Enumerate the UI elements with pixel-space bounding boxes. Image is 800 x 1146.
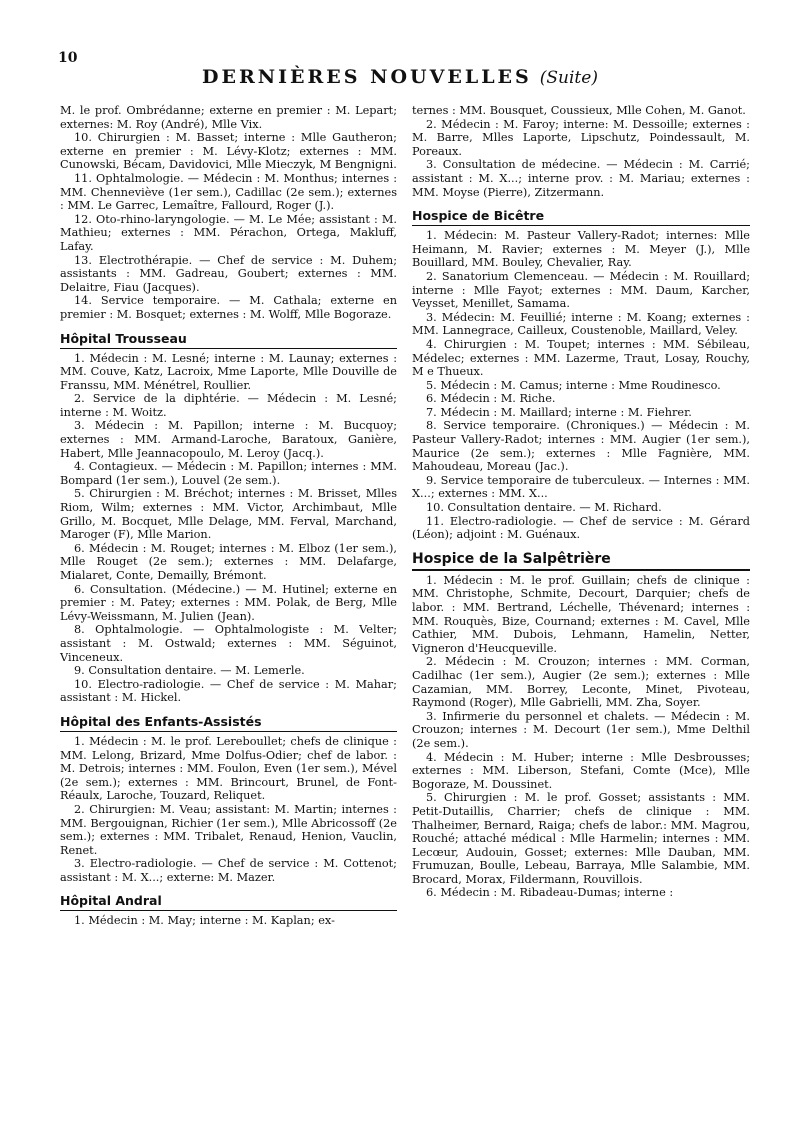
list-item: 11. Electro-radiologie. — Chef de service : M. Gérard (Léon); adjoint : M. Guénaux. <box>412 514 750 542</box>
list-item: 10. Consultation dentaire. — M. Richard. <box>426 501 662 515</box>
paragraph: 14. Service temporaire. — M. Cathala; externe en premier : M. Bosquet; externes : M. Wolff, Mlle Bogoraze. <box>60 294 397 321</box>
running-title <box>0 66 800 88</box>
list-item: 4. Chirurgien : M. Toupet; internes : MM. Sébileau, Médelec; externes : MM. Lazerme, Traut, Losay, Rouchy, M e Thueux. <box>412 337 750 379</box>
list-item: 6. Médecin : M. Rouget; internes : M. Elboz (1er sem.), Mlle Rouget (2e sem.); externes : MM. Delafarge, Mialaret, Conte, Demailly, Brémont. <box>60 541 397 582</box>
list-item: 6. Médecin : M. Ribadeau-Dumas; interne : <box>426 886 674 900</box>
list-item: 8. Service temporaire. (Chroniques.) — Médecin : M. Pasteur Vallery-Radot; internes : MM. Augier (1er sem.), Maurice (2e sem.); externes : Mlle Fagnière, MM. Mahoudeau, Moreau (Jac.). <box>412 419 750 474</box>
list-item: 2. Médecin : M. Crouzon; internes : MM. Corman, Cadilhac (1er sem.), Augier (2e sem.); externes : Mlle Cazamian, MM. Borrey, Leconte, Minet, Pivoteau, Raymond (Roger), Mlle Gabrielli, MM. Zha, Soyer. <box>412 655 750 710</box>
section-trousseau <box>60 331 397 705</box>
paragraph: 3. Consultation de médecine. — Médecin : M. Carrié; assistant : M. X...; interne prov. : M. Mariau; externes : MM. Moyse (Pierre), Zitzermann. <box>412 158 750 199</box>
list-item: 8. Ophtalmologie. — Ophtalmologiste : M. Velter; assistant : M. Ostwald; externes : MM. Séguinot, Vinceneux. <box>60 623 397 664</box>
page-number: 10 <box>58 50 78 66</box>
list-item: 1. Médecin : M. Lesné; interne : M. Launay; externes : MM. Couve, Katz, Lacroix, Mme Laporte, Mlle Douville de Franssu, MM. Ménétrel, Roullier. <box>60 351 397 392</box>
list-item: 6. Médecin : M. Riche. <box>426 392 556 406</box>
list-item: 6. Consultation. (Médecine.) — M. Hutinel; externe en premier : M. Patey; externes : MM. Polak, de Berg, Mlle Lévy-Weissmann, M. Julien (Jean). <box>60 582 397 623</box>
right-column <box>412 104 750 900</box>
section-enfants-assistes <box>60 714 397 885</box>
list-item: 1. Médecin: M. Pasteur Vallery-Radot; internes: Mlle Heimann, M. Ravier; externes : M. Meyer (J.), Mlle Bouillard, MM. Bouley, Chevalier, Ray. <box>412 229 750 270</box>
paragraph: 13. Electrothérapie. — Chef de service : M. Duhem; assistants : MM. Gadreau, Goubert; externes : MM. Delaitre, Fiau (Jacques). <box>60 253 397 294</box>
section-heading: Hospice de la Salpêtrière <box>412 551 750 571</box>
list-item: 4. Contagieux. — Médecin : M. Papillon; internes : MM. Bompard (1er sem.), Louvel (2e sem.). <box>60 460 397 487</box>
list-item: 10. Electro-radiologie. — Chef de service : M. Mahar; assistant : M. Hickel. <box>60 677 397 705</box>
section-salpetriere <box>412 551 750 900</box>
list-item: 4. Médecin : M. Huber; interne : Mlle Desbrousses; externes : MM. Liberson, Stefani, Comte (Mce), Mlle Bogoraze, M. Doussinet. <box>412 750 750 791</box>
list-item: 3. Infirmerie du personnel et chalets. — Médecin : M. Crouzon; internes : M. Decourt (1er sem.), Mme Delthil (2e sem.). <box>412 709 750 750</box>
list-item: 1. Médecin : M. le prof. Lereboullet; chefs de clinique : MM. Lelong, Brizard, Mme Dolfus-Odier; chef de labor. : M. Detrois; internes : MM. Foulon, Even (1er sem.), Mével (2e sem.); externes : MM. Brincourt, Brunel, de Font-Réaulx, Laroche, Touzard, Reliquet. <box>60 734 397 803</box>
paragraph: 11. Ophtalmologie. — Médecin : M. Monthus; internes : MM. Chenneviève (1er sem.), Cadillac (2e sem.); externes : MM. Le Garrec, Lemaître, Fallourd, Roger (J.). <box>60 171 397 213</box>
list-item: 2. Sanatorium Clemenceau. — Médecin : M. Rouillard; interne : Mlle Fayot; externes : MM. Daum, Karcher, Veysset, Menillet, Samama. <box>412 269 750 311</box>
list-item: 5. Chirurgien : M. Bréchot; internes : M. Brisset, Mlles Riom, Wilm; externes : MM. Victor, Archimbaut, Mlle Grillo, M. Bocquet, Mlle Delage, MM. Ferval, Marchand, Maroger (F), Mlle Marion. <box>60 487 397 542</box>
list-item: 5. Médecin : M. Camus; interne : Mme Roudinesco. <box>426 378 721 392</box>
paragraph: M. le prof. Ombrédanne; externe en premier : M. Lepart; externes: M. Roy (André), Mlle Vix. <box>60 104 397 131</box>
paragraph: 10. Chirurgien : M. Basset; interne : Mlle Gautheron; externe en premier : M. Lévy-Klotz; externes : MM. Cunowski, Bécam, Davidovici, Mlle Mieczyk, M Bengnigni. <box>60 131 397 172</box>
list-item: 1. Médecin : M. le prof. Guillain; chefs de clinique : MM. Christophe, Schmite, Decourt, Darquier; chefs de labor. : MM. Bertrand, Léchelle, Thévenard; internes : MM. Rouquès, Bize, Cournand; externes : M. Cavel, Mlle Cathier, MM. Dubois, Lehmann, Hamelin, Netter, Vigneron d'Heucqueville. <box>412 573 750 655</box>
paragraph: ternes : MM. Bousquet, Coussieux, Mlle Cohen, M. Ganot. <box>412 104 746 117</box>
paragraph: 2. Médecin : M. Faroy; interne: M. Dessoille; externes : M. Barre, Mlles Laporte, Lipschutz, Poindessault, M. Poreaux. <box>412 117 750 158</box>
list-item: 2. Chirurgien: M. Veau; assistant: M. Martin; internes : MM. Bergouignan, Richier (1er sem.), Mlle Abricossoff (2e sem.); externes : MM. Tribalet, Renaud, Henion, Vauclin, Renet. <box>60 802 397 857</box>
section-heading: Hospice de Bicêtre <box>412 208 750 226</box>
section-andral <box>60 893 397 928</box>
paragraph: 12. Oto-rhino-laryngologie. — M. Le Mée; assistant : M. Mathieu; externes : MM. Pérachon, Ortega, Makluff, Lafay. <box>60 212 397 253</box>
list-item: 3. Médecin : M. Papillon; interne : M. Bucquoy; externes : MM. Armand-Laroche, Baratoux, Ganière, Habert, Mlle Jeannacopoulo, M. Leroy (Jacq.). <box>60 419 397 460</box>
section-heading: Hôpital Andral <box>60 893 397 911</box>
list-item: 5. Chirurgien : M. le prof. Gosset; assistants : MM. Petit-Dutaillis, Charrier; chefs de clinique : MM. Thalheimer, Bernard, Raiga; chefs de labor.: MM. Magrou, Rouché; attaché médical : Mlle Harmelin; internes : MM. Lecœur, Audouin, Gosset; externes: Mlle Dauban, MM. Frumuzan, Boulle, Lebeau, Barraya, Mlle Salambie, MM. Brocard, Morax, Fildermann, Rouvillois. <box>412 791 750 886</box>
list-item: 3. Médecin: M. Feuillié; interne : M. Koang; externes : MM. Lannegrace, Cailleux, Coustenoble, Maillard, Veley. <box>412 310 750 338</box>
list-item: 9. Service temporaire de tuberculeux. — Internes : MM. X...; externes : MM. X... <box>412 473 750 501</box>
list-item: 9. Consultation dentaire. — M. Lemerle. <box>74 664 305 678</box>
list-item: 2. Service de la diphtérie. — Médecin : M. Lesné; interne : M. Woitz. <box>60 392 397 419</box>
section-heading: Hôpital Trousseau <box>60 331 397 349</box>
running-title-suite: (Suite) <box>539 68 598 88</box>
list-item: 3. Electro-radiologie. — Chef de service : M. Cottenot; assistant : M. X...; externe: M. Mazer. <box>60 857 397 884</box>
section-heading: Hôpital des Enfants-Assistés <box>60 714 397 732</box>
list-item: 1. Médecin : M. May; interne : M. Kaplan; ex- <box>74 914 335 928</box>
left-column <box>60 104 397 928</box>
list-item: 7. Médecin : M. Maillard; interne : M. Fiehrer. <box>426 405 692 419</box>
section-bicetre <box>412 208 750 542</box>
running-title-text: DERNIÈRES NOUVELLES <box>202 66 532 88</box>
